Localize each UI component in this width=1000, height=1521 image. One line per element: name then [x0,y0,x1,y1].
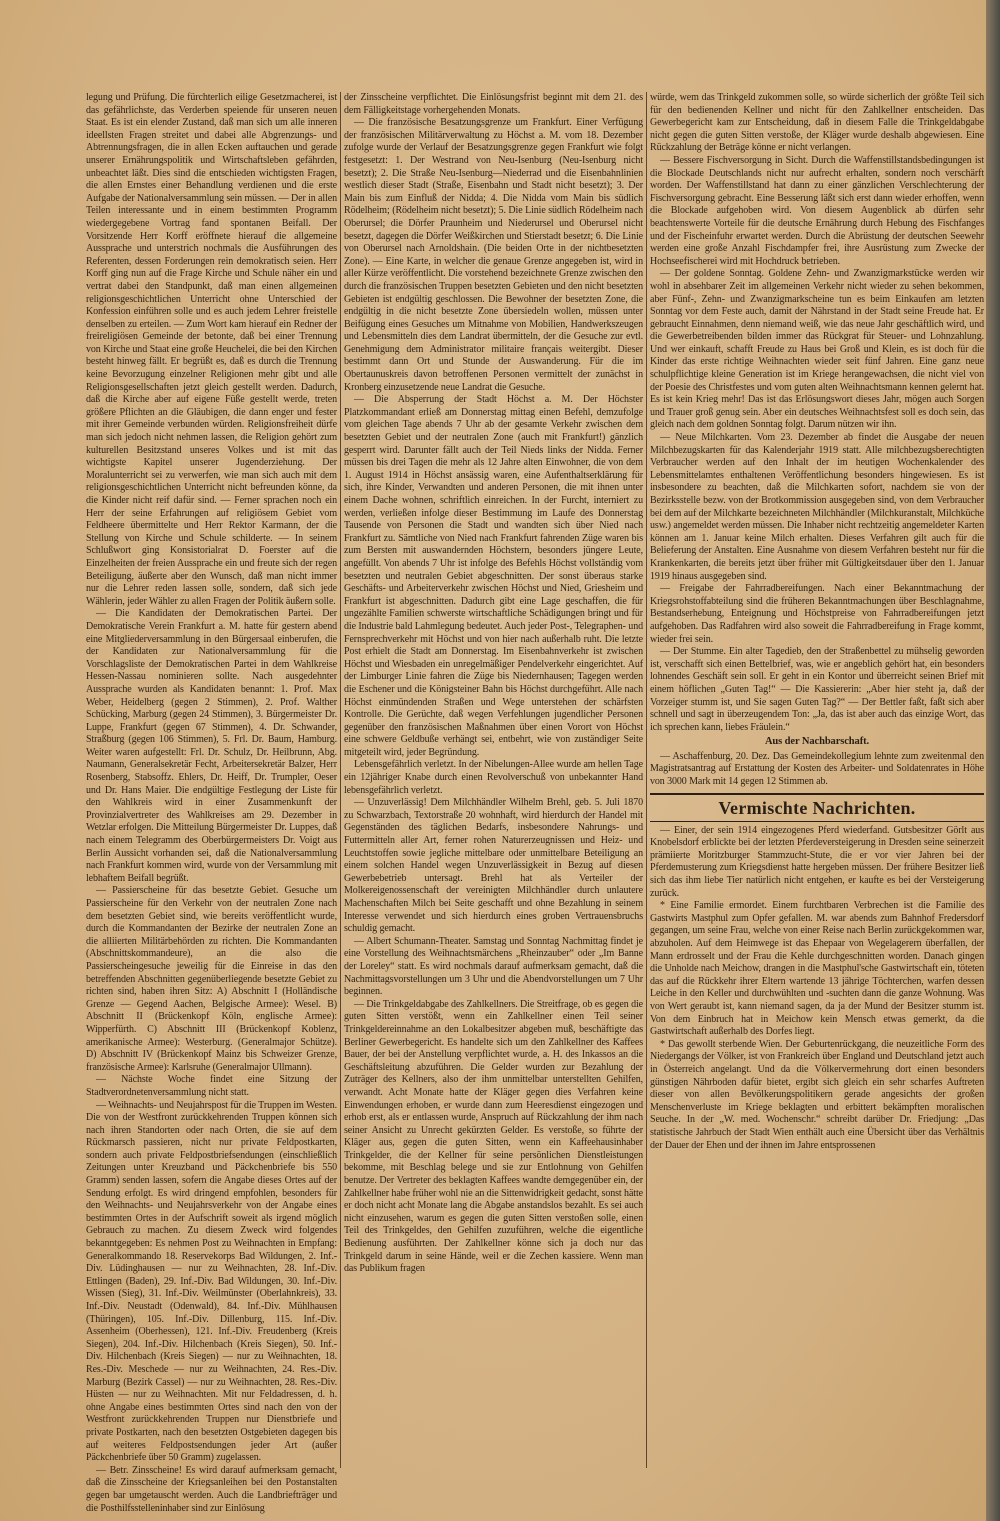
article-paragraph: — Die Kandidaten der Demokratischen Partei. Der Demokratische Verein Frankfurt a. M. hatte für gestern abend eine Mitgliederversammlung in den Bürgersaal einberufen, die der Kandidaten zur Nationalversammlung für die Vorschlagsliste der Demokratischen Partei in dem Wahlkreise Hessen-Nassau nominieren sollte. Nach ausgedehnter Aussprache wurden als Kandidaten benannt: 1. Prof. Max Weber, Heidelberg (gegen 2 Stimmen), 2. Prof. Walther Schücking, Marburg (gegen 24 Stimmen), 3. Bürgermeister Dr. Luppe, Frankfurt (gegen 67 Stimmen), 4. Dr. Schwander, Straßburg (gegen 106 Stimmen), 5. Frl. Dr. Baum, Hamburg. Weiter waren aufgestellt: Frl. Dr. Schulz, Dr. Heilbrunn, Abg. Naumann, Generalsekretär Fecht, Arbeitersekretär Balzer, Herr Rosenberg, Stabsoffz. Ehlers, Dr. Heiff, Dr. Trumpler, Oeser und Dr. Hans Maier. Die endgültige Festlegung der Liste für den Wahlkreis wird in einer Zusammenkunft der Provinzialvertreter des Wahlkreises am 29. Dezember in Wetzlar erfolgen. Die Mitteilung Bürgermeister Dr. Luppes, daß nach einem Telegramm des Oberbürgermeisters Dr. Voigt aus Berlin Aussicht vorhanden sei, daß die Nationalversammlung nach Frankfurt kommen wird, wurde von der Versammlung mit lebhaftem Beifall begrüßt. [86,608,337,884]
article-paragraph: Lebensgefährlich verletzt. In der Nibelungen-Allee wurde am hellen Tage ein 12jähriger Knabe durch einen Revolverschuß von unbekannter Hand lebensgefährlich verletzt. [344,759,643,796]
section-heading-nachbarschaft: Aus der Nachbarschaft. [764,736,870,748]
article-paragraph: — Die Trinkgeldabgabe des Zahlkellners. Die Streitfrage, ob es gegen die guten Sitten verstößt, wenn ein Zahlkellner einen Teil seiner Trinkgeldereinnahme an den Lokalbesitzer abgeben muß, beschäftigte das Berliner Gewerbegericht. Es handelte sich um den Zahlkellner des Kaffees Bauer, der bei der Anstellung verpflichtet wurde, a. H. des Inkassos an die Geschäftsleitung abzuführen. Die Gelder wurden zur Bezahlung der Zuträger des Kellners, also der ihm unmittelbar unterstellten Gehilfen, verwandt. Acht Monate hatte der Kläger gegen dies Verfahren keine Einwendungen erhoben, er wurde dann zum Heeresdienst eingezogen und erhob erst, als er entlassen wurde, Anspruch auf Rückzahlung der ihm nach seiner Ansicht zu Unrecht gekürzten Gelder. Es verstoße, so führte der Kläger aus, gegen die guten Sitten, wenn ein Kaffeehausinhaber Trinkgelder, die der Kellner für seine persönlichen Dienstleistungen bekomme, mit Beschlag belege und sie zur Entlohnung von Gehilfen benutze. Der Vertreter des beklagten Kaffees wandte demgegenüber ein, der Zahlkellner habe früher wohl nie an die Sittenwidrigkeit gedacht, sonst hätte er doch nicht acht Monate lang die Abgabe anstandslos bezahlt. Es sei auch nicht einzusehen, warum es gegen die guten Sitten verstoßen solle, einen Teil des Trinkgeldes, den Gehilfen zuzuführen, welche die eigentliche Bedienung ausführten. Der Zahlkellner könne sich ja doch nur das Trinkgeld darum in seine Hände, weil er die Zechen kassiere. Wenn man das Publikum fragen [344,998,643,1275]
column-rule [340,92,341,1468]
article-paragraph: würde, wem das Trinkgeld zukommen solle, so würde sicherlich der größte Teil sich für den bedienenden Kellner und nicht für den Zahlkellner entscheiden. Das Gewerbegericht kam zur Entscheidung, daß in diesem Falle die Trinkgeldabgabe nicht gegen die guten Sitten verstoße, der Kläger wurde deshalb abgewiesen. Eine Rückzahlung der Beträge könne er nicht verlangen. [650,92,984,154]
article-paragraph: legung und Prüfung. Die fürchterlich eilige Gesetzmacherei, ist das gefährlichste, das Verderben speiende für unseren neuen Staat. Es ist ein elender Zustand, daß man sich um alle inneren ideellsten Fragen streitet und dabei alle Abgrenzungs- und Abtrennungsfragen, die in allen Ecken auftauchen und gerade unserer Ernährungspolitik und Wirtschaftsleben gefährden, unbeachtet läßt. Dies sind die entschieden wichtigsten Fragen, die allen Ernstes einer Behandlung verdienen und die erste Aufgabe der Nationalversammlung sein müssen. — Der in allen Teilen interessante und in einem bestimmten Programm wiedergegebene Vortrag fand spontanen Beifall. Der Vorsitzende Herr Korff eröffnete hierauf die allgemeine Aussprache und unterstrich nochmals die Ausführungen des Referenten, dessen Forderungen rein demokratisch seien. Herr Korff ging nun auf die Frage Kirche und Schule näher ein und vertrat dabei den Standpunkt, daß man einen allgemeinen religionsgeschichtlichen Unterricht ohne Unterschied der Konfession einführen solle und es auch jedem Lehrer freistelle denselben zu erteilen. — Zum Wort kam hierauf ein Redner der freireligiösen Gemeinde der betonte, daß bei einer Trennung von Kirche und Staat eine große Heuchelei, die bei den Kirchen besteht hinweg fällt. Er begrüßt es, daß es durch die Trennung keine Bevorzugung einzelner Religionen mehr gibt und alle Religionsgesellschaften jetzt gleich gestellt werden. Dadurch, daß die Kirche aber auf eigene Füße gestellt werde, treten größere Pflichten an die Gläubigen, die dann enger und fester mit ihrer Gemeinde verbunden würden. Religionsfreiheit dürfe man sich jedoch nicht nehmen lassen, die Religion gehört zum kulturellen Besitzstand unseres Volkes und ist mit das wichtigste Kapitel unserer Jugenderziehung. Der Moralunterricht sei zu verwerfen, wie man sich auch mit dem religionsgeschichtlichen Unterricht nicht befreunden könne, da die Kinder nicht reif dafür sind. — Ferner sprachen noch ein Herr der seine Erfahrungen auf religiösem Gebiet vom Feldheere übermittelte und Herr Rektor Karmann, der die Stellung von Kirche und Schule schilderte. — In seinem Schlußwort ging Konsistorialrat D. Foerster auf die Einzelheiten der freien Aussprache ein und freute sich der regen Beteiligung, äußerte aber den Wunsch, daß man nicht immer nur die Lehrer reden lassen solle, sondern, daß sich jede Wählerin, jeder Wähler zu allen Fragen der Politik äußern solle. [86,92,337,607]
article-paragraph: — Weihnachts- und Neujahrspost für die Truppen im Westen. Die von der Westfront zurückkehrenden Truppen können sich nach ihren Standorten oder nach Orten, die sie auf dem Rückmarsch passieren, nicht nur private Feldpostkarten, sondern auch private Feldpostbriefsendungen (einschließlich Zeitungen unter Kreuzband und Päckchenbriefe bis 550 Gramm) senden lassen, sofern die Angabe dieses Ortes auf der Sendung erfolgt. Es wird dringend empfohlen, besonders für den Weihnachts- und Neujahrsverkehr von der Angabe eines bestimmten Ortes in der Aufschrift soweit als irgend möglich Gebrauch zu machen. Zu diesem Zweck wird folgendes bekanntgegeben: Es nehmen Post zu Weihnachten in Empfang: Generalkommando 18. Reservekorps Bad Wildungen, 2. Inf.-Div. Lüdinghausen — nur zu Weihnachten, 28. Inf.-Div. Ettlingen (Baden), 29. Inf.-Div. Bad Wildungen, 30. Inf.-Div. Wissen (Sieg), 31. Inf.-Div. Weilmünster (Oberlahnkreis), 33. Inf.-Div. Neustadt (Odenwald), 84. Inf.-Div. Mühlhausen (Thüringen), 105. Inf.-Div. Dillenburg, 115. Inf.-Div. Assenheim (Oberhessen), 121. Inf.-Div. Freudenberg (Kreis Siegen), 204. Inf.-Div. Hilchenbach (Kreis Siegen), 50. Inf.-Div. Hilchenbach (Kreis Siegen) — nur zu Weihnachten, 18. Res.-Div. Meschede — nur zu Weihnachten, 24. Res.-Div. Marburg (Bezirk Cassel) — nur zu Weihnachten, 28. Res.-Div. Hüsten — nur zu Weihnachten. Mit nur Feldadressen, d. h. ohne Angabe eines bestimmten Ortes sind nach den von der Westfront zurückkehrenden Truppen nur Dienstbriefe und private Postkarten, nach den besetzten Ostgebieten dagegen bis auf weiteres Feldpostsendungen jeder Art (außer Päckchenbriefe über 50 Gramm) zugelassen. [86,1099,337,1464]
column-1 [86,92,337,1515]
article-paragraph: — Albert Schumann-Theater. Samstag und Sonntag Nachmittag findet je eine Vorstellung des Weihnachtsmärchens „Rheinzauber“ oder „Im Banne der Loreley“ statt. Es wird nochmals darauf aufmerksam gemacht, daß die Nachmittagsvorstellungen um 3 Uhr und die Abendvorstellungen um 7 Uhr beginnen. [344,935,643,998]
article-paragraph: — Bessere Fischversorgung in Sicht. Durch die Waffenstillstandsbedingungen ist die Blockade Deutschlands nicht nur aufrecht erhalten, sondern noch verschärft worden. Der Waffenstillstand hat dann zu einer gänzlichen Verschlechterung der Fischversorgung gebracht. Eine Besserung läßt sich erst dann wieder erhoffen, wenn die Blockade aufgehoben wird. Von diesem Augenblick ab dürfen sehr beachtenswerte Vorteile für die deutsche Ernährung durch Hebung des Fischfanges und der Fischeinfuhr erwartet werden. Durch die Abrüstung der deutschen Seewehr werden eine große Anzahl Fischdampfer frei, ihre Ausrüstung zum Zwecke der Hochseefischerei wird mit Hochdruck betrieben. [650,154,984,267]
article-paragraph: * Das gewollt sterbende Wien. Der Geburtenrückgang, die neuzeitliche Form des Niedergangs der Völker, ist von Frankreich über England und Deutschland jetzt auch in Österreich angelangt. Und da die Völkervermehrung dort einen besonders günstigen Nährboden dafür bietet, ergibt sich gleich ein sehr scharfes Auftreten dieser von allen Bevölkerungspolitikern gerade angesichts der großen Menschenverluste im Kriege beklagten und erbittert bekämpften moralischen Seuche. In der „W. med. Wochenschr.“ schreibt darüber Dr. Friedjung: „Das statistische Jahrbuch der Stadt Wien enthält auch eine Übersicht über das Verhältnis der Dauer der Ehen und der ihnen im Jahre entsprossenen [650,1038,984,1151]
book-binding-edge [986,0,1000,1521]
article-paragraph: — Die Absperrung der Stadt Höchst a. M. Der Höchster Platzkommandant erließ am Donnerstag mittag einen Befehl, demzufolge vom gleichen Tage abends 7 Uhr ab der gesamte Verkehr zwischen dem besetzten Gebiet und der neutralen Zone (auch mit Frankfurt!) gänzlich gesperrt wird. Darunter fällt auch der Teil Nieds links der Nidda. Ferner müssen bis drei Tagen die mehr als 12 Jahre alten Einwohner, die von dem 1. August 1914 in Höchst ansässig waren, eine Aufenthaltserklärung für sich, ihre Kinder, Verwandten und anderen Personen, die mit ihnen unter einem Dache wohnen, schriftlich einreichen. In der Furcht, interniert zu werden, verließen infolge dieser Bestimmung im Laufe des Donnerstag Tausende von Personen die Stadt und wandten sich über Nied nach Frankfurt zu. Sämtliche von Nied nach Frankfurt fahrenden Züge waren bis zum Bersten mit auswandernden Höchstern, besonders jüngere Leute, angefüllt. Von abends 7 Uhr ist infolge des Befehls Höchst vollständig vom besetzten und neutralen Gebiet abgeschnitten. Der sonst überaus starke Geschäfts- und Arbeiterverkehr zwischen Höchst und Nied, Griesheim und Frankfurt ist abgeschnitten. Dadurch gibt eine Lage geschaffen, die für ungezählte Familien schwerste wirtschaftliche Schädigungen bringt und für die Industrie bald Lahmlegung bedeutet. Auch jeder Post-, Telegraphen- und Fernsprechverkehr mit Höchst und von hier nach außerhalb ruht. Die letzte Post erhielt die Stadt am Donnerstag. Im Eisenbahnverkehr ist zwischen Höchst und Wiesbaden ein unregelmäßiger Pendelverkehr eingerichtet. Auf der Limburger Linie fahren die Züge bis Niedernhausen; Tagegen werden die Eschener und die Königsteiner Bahn bis Höchst durchgeführt. Alle nach Höchst einmündenden Straßen und Wege unterstehen der schärfsten Kontrolle. Die Gerüchte, daß wegen Verfehlungen jugendlicher Personen gegenüber den französischen Maßnahmen über einen Vorort von Höchst eine schwere Geldbuße verhängt sei, entbehrt, wie von zuständiger Seite mitgeteilt wird, jeder Begründung. [344,394,643,758]
article-paragraph: — Betr. Zinsscheine! Es wird darauf aufmerksam gemacht, daß die Zinsscheine der Kriegsanleihen bei den Postanstalten gegen bar umgetauscht werden. Auch die Landbriefträger und die Posthilfsstelleninhaber sind zur Einlösung [86,1464,337,1514]
article-paragraph: der Zinsscheine verpflichtet. Die Einlösungsfrist beginnt mit dem 21. des dem Fälligkeitstage vorhergehenden Monats. [344,92,643,116]
article-paragraph: — Neue Milchkarten. Vom 23. Dezember ab findet die Ausgabe der neuen Milchbezugskarten für das Kalenderjahr 1919 statt. Alle milchbezugsberechtigten Verbraucher werden auf den Inhalt der im heutigen Wochenkalender des Lebensmittelamtes enthaltenen Veröffentlichung besonders hingewiesen. Es ist insbesondere zu beachten, daß die Milchkarten sofort, nachdem sie von der Bezirksstelle bezw. von der Brotkommission ausgegeben sind, von dem Verbraucher bei dem auf der Milchkarte bezeichneten Milchhändler (Milchkuranstalt, Milchküche usw.) angemeldet werden müssen. Die Inhaber nicht rechtzeitig angemeldeter Karten können am 1. Januar keine Milch erhalten. Dieses Verfahren gilt auch für die Belieferung der Anstalten. Eine Ausnahme von diesem Verfahren besteht nur für die Krankenkarten, die bereits jetzt über früher mit Gültigkeitsdauer über den 1. Januar 1919 hinaus ausgegeben sind. [650,432,984,582]
article-paragraph: — Der goldene Sonntag. Goldene Zehn- und Zwanzigmarkstücke werden wir wohl in absehbarer Zeit im allgemeinen Verkehr nicht wieder zu sehen bekommen, aber Fünf-, Zehn- und Zwanzigmarkscheine tun es beim Einkaufen am letzten Sonntag vor dem Feste auch, damit der Nährstand in der Stadt seine Freude hat. Er gebraucht Einnahmen, denn niemand weiß, wie das neue Jahr geschäftlich wird, und die Gewerbetreibenden bilden immer das Rückgrat für Steuer- und Lohnzahlung. Und wer einkauft, schafft Freude zu Haus bei Groß und Klein, es ist doch für die Kinder das erste richtige Weihnachten wieder seit fünf Jahren. Eine ganz neue schulpflichtige kleine Generation ist im Kriege herangewachsen, die nicht viel von der Poesie des Christfestes und vom guten alten Weihnachtsmann kennen gelernt hat. Es ist kein Krieg mehr! Das ist das Erlösungswort dieses Jahr, mögen auch Sorgen und Trauer groß genug sein. Aber ein deutsches Weihnachtsfest soll es doch sein, das gleich nach dem goldnen Sonntag folgt. Darum nützen wir ihn. [650,268,984,431]
article-paragraph: * Eine Familie ermordet. Einem furchtbaren Verbrechen ist die Familie des Gastwirts Mastphul zum Opfer gefallen. M. war abends zum Bahnhof Fredersdorf gegangen, um seine Frau, welche von einer Reise nach Berlin zurückgekommen war, abzuholen. Auf dem Heimwege ist das Ehepaar von Wegelagerern überfallen, der Mann erdrosselt und der Frau die Kehle durchgeschnitten worden. Danach gingen die Unholde nach Meichow, drangen in die Mastphul'sche Gastwirtschaft ein, töteten das auf die Rückkehr ihrer Eltern wartende 13 jährige Töchterchen, warfen dessen Leiche in den Keller und durchwühlten und -suchten dann die ganze Wohnung. Was von Wert geraubt ist, kann niemand sagen, da ja der Mund der Besitzer stumm ist. Von dem Einbruch hat in Meichow kein Mensch etwas gemerkt, da die Gastwirtschaft außerhalb des Dorfes liegt. [650,900,984,1038]
article-paragraph: — Nächste Woche findet eine Sitzung der Stadtverordnetenversammlung nicht statt. [86,1074,337,1098]
article-paragraph: — Der Stumme. Ein alter Tagedieb, den der Straßenbettel zu mühselig geworden ist, verschafft sich einen Bettelbrief, was, wie er angeblich gehört hat, ein besonders lohnendes Geschäft sein soll. Er geht in ein Kontor und überreicht seinen Brief mit einem höflichen „Guten Tag!“ — Die Kassiererin: „Aber hier steht ja, daß der Vorzeiger stumm ist, und Sie sagen Guten Tag?“ — Der Bettler faßt, faßt sich aber schnell und sagt in überzeugendem Ton: „Ja, das ist aber auch das einzige Wort, das ich sprechen kann, liebes Fräulein.“ [650,646,984,733]
article-paragraph: — Aschaffenburg, 20. Dez. Das Gemeindekollegium lehnte zum zweitenmal den Magistratsantrag auf Erstattung der Kosten des Arbeiter- und Soldatenrates in Höhe von 3000 Mark mit 14 gegen 12 Stimmen ab. [650,750,984,788]
section-heading-vermischte-nachrichten: Vermischte Nachrichten. [650,793,984,822]
article-paragraph: — Unzuverlässig! Dem Milchhändler Wilhelm Brehl, geb. 5. Juli 1870 zu Schwarzbach, Textorstraße 20 wohnhaft, wird hierdurch der Handel mit Gegenständen des täglichen Bedarfs, insbesondere Nahrungs- und Futtermitteln aller Art, ferner rohen Naturerzeugnissen und Heiz- und Leuchtstoffen sowie jegliche mittelbare oder unmittelbare Beteiligung an einem solchen Handel wegen Unzuverlässigkeit in Bezug auf diesen Gewerbebetrieb untersagt. Brehl hat als Verteiler der Molkereigenossenschaft der vereinigten Milchhändler durch unlautere Machenschaften Milch bei Seite geschafft und ohne Bezahlung in seinem Interesse verwendet und sich hierdurch eines groben Vertrauensbruchs schuldig gemacht. [344,797,643,935]
article-paragraph: — Passierscheine für das besetzte Gebiet. Gesuche um Passierscheine für den Verkehr von der neutralen Zone nach dem besetzten Gebiet sind, wie bereits veröffentlicht wurde, durch die Kommandanten der Bezirke der neutralen Zone an die alliierten Militärbehörden zu richten. Die Kommandanten (Abschnittskommandeure), an die also die Passierscheingesuche jeweilig für die Einreise in das den betreffenden Abschnitten gegenüberliegende besetzte Gebiet zu richten sind, haben ihren Sitz: A) Abschnitt I (Holländische Grenze — Gegend Aachen, Belgische Armee): Wesel. B) Abschnitt II (Brückenkopf Köln, englische Armee): Wipperfürth. C) Abschnitt III (Brückenkopf Koblenz, amerikanische Armee): Westerburg. (Generalmajor Schütze). D) Abschnitt IV (Brückenkopf Mainz bis Schweizer Grenze, französische Armee): Karlsruhe (Generalmajor Ullmann). [86,885,337,1073]
article-paragraph: — Freigabe der Fahrradbereifungen. Nach einer Bekanntmachung der Kriegsrohstoffabteilung sind die früheren Bekanntmachungen über Beschlagnahme, Bestandserhebung, Enteignung und Höchstpreise von Fahrradbereifungen jetzt aufgehoben. Das Radfahren wird also soweit die Fahrradbereifung in Frage kommt, wieder frei sein. [650,583,984,645]
article-paragraph: — Einer, der sein 1914 eingezogenes Pferd wiederfand. Gutsbesitzer Görlt aus Knobelsdorf erblickte bei der letzten Pferdeversteigerung in Dresden seine seinerzeit prämiierte Moritzburger Stammzucht-Stute, die er vor vier Jahren bei der Pferdemusterung zum Kriegsdienst hatte hergeben müssen. Der frühere Besitzer ließ sich das ihm liebe Tier natürlich nicht entgehen, er kaufte es bei der Versteigerung zurück. [650,824,984,899]
column-2 [344,92,643,1276]
column-3 [650,92,984,1152]
article-paragraph: — Die französische Besatzungsgrenze um Frankfurt. Einer Verfügung der französischen Militärverwaltung zu Höchst a. M. vom 18. Dezember zufolge wurde der Verlauf der Besatzungsgrenze gegen Frankfurt wie folgt festgesetzt: 1. Der Westrand von Neu-Isenburg (Neu-Isenburg nicht besetzt); 2. Die Straße Neu-Isenburg—Niederrad und die Eisenbahnlinien westlich dieser Stadt (Straße, Eisenbahn und Stadt nicht besetzt); 3. Der Main bis zum Einfluß der Nidda; 4. Die Nidda vom Main bis südlich Rödelheim; (Rödelheim nicht besetzt); 5. Die Linie südlich Rödelheim nach Oberursel; die Dörfer Praunheim und Niederursel und Oberursel nicht besetzt, dagegen die Dörfer Weißkirchen und Stierstadt besetzt; 6. Die Linie von Oberursel nach Arnoldshain. (Die beiden Orte in der nichtbesetzten Zone). — Eine Karte, in welcher die genaue Grenze angegeben ist, wird in aller Kürze veröffentlicht. Die vorstehend bezeichnete Grenze zwischen den durch die französischen Truppen besetzten Gebieten und den nicht besetzten Gebieten ist endgültig geschlossen. Die Bewohner der besetzten Zone, die endgültig in die nicht besetzte Zone übersiedeln wollen, müssen unter Beifügung eines Gesuches um Mitnahme von Mobilien, Handwerkszeugen und Lebensmitteln dies dem Landrat übermitteln, der die Gesuche zur evtl. Genehmigung dem Administrator militaire français weitergibt. Dieser bestimmt dann Ort und Stunde der Auswanderung. Für die im Obertaunuskreis davon betroffenen Personen vermittelt der zunächst in Kronberg einzusetzende neue Landrat die Gesuche. [344,117,643,393]
column-rule [646,92,647,1468]
